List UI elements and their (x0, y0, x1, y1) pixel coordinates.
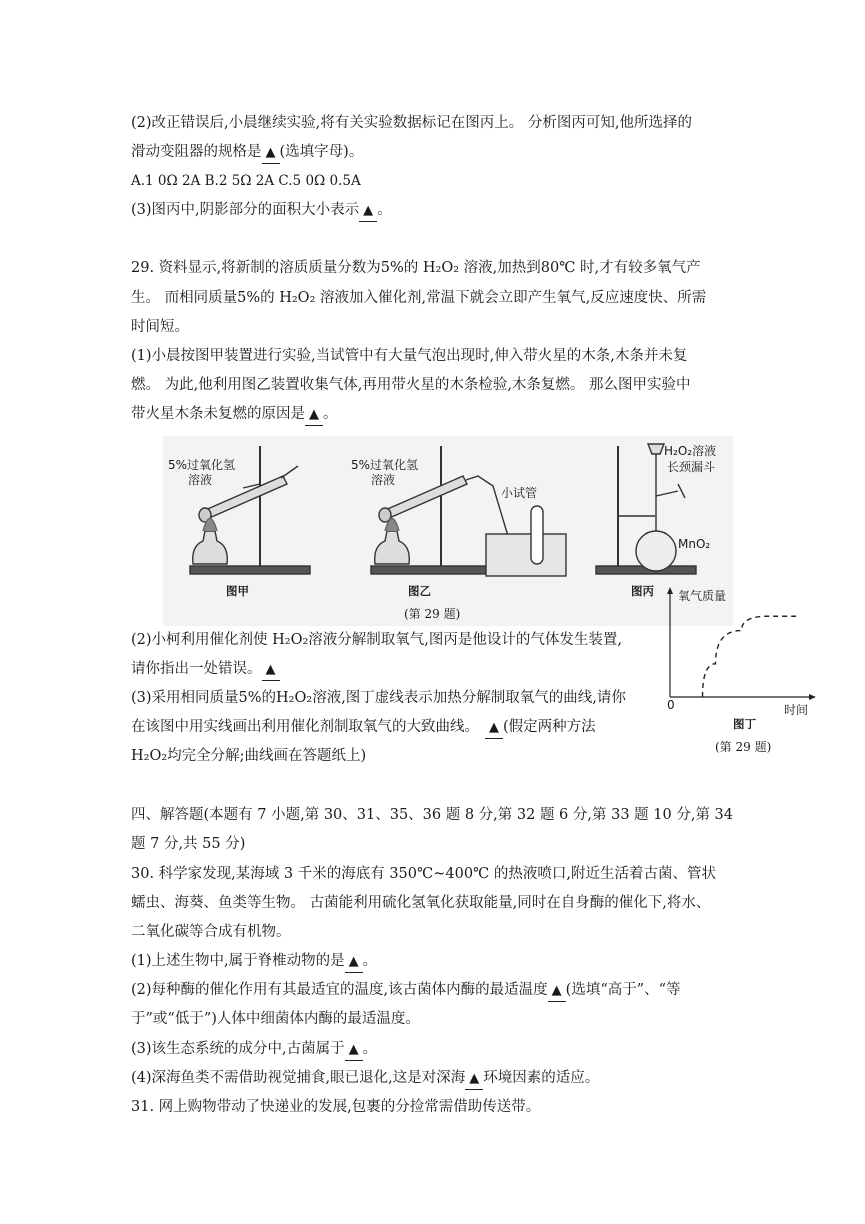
q29-intro-line1: 29. 资料显示,将新制的溶质质量分数为5%的 H₂O₂ 溶液,加热到80℃ 时,才有较多氧气产 (131, 260, 701, 276)
answer-blank: ▲ (345, 952, 363, 973)
answer-blank: ▲ (485, 718, 503, 739)
q29-part2-line2 (131, 659, 280, 681)
q30-part4-end: 环境因素的适应。 (483, 1070, 600, 1086)
figure-yi-name: 图乙 (408, 584, 431, 598)
y-axis-arrow (667, 587, 673, 594)
answer-blank: ▲ (262, 660, 280, 681)
figure-jia-name: 图甲 (226, 584, 249, 598)
q30-part3-text: (3)该生态系统的成分中,古菌属于 (131, 1041, 345, 1057)
x-axis-arrow (809, 694, 816, 700)
section4-line2: 题 7 分,共 55 分) (131, 836, 246, 852)
q30-part4 (131, 1068, 599, 1090)
q30-line3: 二氧化碳等合成有机物。 (131, 924, 291, 940)
q30-line1: 30. 科学家发现,某海域 3 千米的海底有 350℃~400℃ 的热液喷口,附近生活着古菌、管状 (131, 866, 716, 882)
chart-ylabel: 氧气质量 (678, 589, 727, 603)
oxygen-chart (660, 585, 820, 715)
chart-origin: 0 (667, 698, 675, 712)
answer-blank: ▲ (359, 201, 377, 222)
jia-solution-label: 5%过氧化氢 (168, 458, 236, 472)
bing-h2o2-label: H₂O₂溶液 (664, 444, 717, 458)
q30-part3-end: 。 (362, 1041, 378, 1057)
q29-part1-end: 。 (323, 406, 338, 422)
q30-part2-line2: 于”或“低于”)人体中细菌体内酶的最适温度。 (131, 1011, 420, 1027)
answer-blank: ▲ (262, 143, 280, 164)
bing-mno2-label: MnO₂ (678, 537, 711, 551)
answer-blank: ▲ (305, 405, 323, 426)
chart-name: 图丁 (733, 717, 756, 731)
q28-part3-text: (3)图丙中,阴影部分的面积大小表示 (131, 202, 360, 218)
q31-line1: 31. 网上购物带动了快递业的发展,包裹的分捡常需借助传送带。 (131, 1099, 541, 1115)
q30-part3 (131, 1039, 377, 1061)
figure-caption: (第 29 题) (404, 607, 461, 621)
q30-part2 (131, 980, 681, 1002)
q28-part3-end: 。 (377, 202, 392, 218)
jia-solution-label2: 溶液 (188, 473, 213, 487)
q30-line2: 蠕虫、海葵、鱼类等生物。 古菌能利用硫化氢氧化获取能量,同时在自身酶的催化下,将水、 (131, 895, 711, 911)
q29-part1-line1: (1)小晨按图甲装置进行实验,当试管中有大量气泡出现时,伸入带火星的木条,木条并未复 (131, 348, 688, 364)
q28-part3 (131, 200, 392, 222)
bing-funnel-label: 长颈漏斗 (667, 460, 716, 474)
q28-part2-hint: (选填字母)。 (279, 144, 364, 160)
small-tube-label: 小试管 (501, 486, 538, 500)
q29-part1-text: 带火星木条未复燃的原因是 (131, 406, 305, 422)
q28-options: A.1 0Ω 2A B.2 5Ω 2A C.5 0Ω 0.5A (131, 173, 361, 189)
answer-blank: ▲ (465, 1069, 483, 1090)
figure-bing-name: 图丙 (631, 584, 654, 598)
q30-part2-hint: (选填“高于”、“等 (565, 982, 681, 998)
q29-part3-text: 在该图中用实线画出利用催化剂制取氧气的大致曲线。 (131, 719, 479, 735)
q30-part4-text: (4)深海鱼类不需借助视觉捕食,眼已退化,这是对深海 (131, 1070, 466, 1086)
q30-part1-end: 。 (362, 953, 378, 969)
q28-part2-line1: (2)改正错误后,小晨继续实验,将有关实验数据标记在图丙上。 分析图丙可知,他所选择的 (131, 115, 692, 131)
q30-part1 (131, 951, 377, 973)
q29-part3-line3: H₂O₂均完全分解;曲线画在答题纸上) (131, 748, 367, 764)
q28-part2-line2 (131, 142, 363, 164)
q28-part2-text: 滑动变阻器的规格是 (131, 144, 262, 160)
answer-blank: ▲ (548, 981, 566, 1002)
q29-intro-line3: 时间短。 (131, 319, 189, 335)
dashed-curve (703, 616, 801, 697)
chart-caption: (第 29 题) (715, 740, 772, 754)
q29-part3-line2 (131, 717, 596, 739)
chart-xlabel: 时间 (784, 703, 809, 717)
q29-part3-line1: (3)采用相同质量5%的H₂O₂溶液,图丁虚线表示加热分解制取氧气的曲线,请你 (131, 690, 626, 706)
q29-intro-line2: 生。 而相同质量5%的 H₂O₂ 溶液加入催化剂,常温下就会立即产生氧气,反应速度快、所需 (131, 290, 707, 306)
q30-part2-text: (2)每种酶的催化作用有其最适宜的温度,该古菌体内酶的最适温度 (131, 982, 548, 998)
yi-solution-label2: 溶液 (371, 473, 396, 487)
q29-part2-line1: (2)小柯利用催化剂使 H₂O₂溶液分解制取氧气,图丙是他设计的气体发生装置, (131, 632, 623, 648)
section4-line1: 四、解答题(本题有 7 小题,第 30、31、35、36 题 8 分,第 32 题 6 分,第 33 题 10 分,第 34 (131, 807, 734, 823)
yi-solution-label: 5%过氧化氢 (351, 458, 419, 472)
q29-part3-hint: (假定两种方法 (503, 719, 596, 735)
q29-part1-line2: 燃。 为此,他利用图乙装置收集气体,再用带火星的木条检验,木条复燃。 那么图甲实验中 (131, 377, 691, 393)
q30-part1-text: (1)上述生物中,属于脊椎动物的是 (131, 953, 345, 969)
q29-part2-text: 请你指出一处错误。 (131, 661, 262, 677)
q29-part1-line3 (131, 404, 338, 426)
answer-blank: ▲ (345, 1040, 363, 1061)
